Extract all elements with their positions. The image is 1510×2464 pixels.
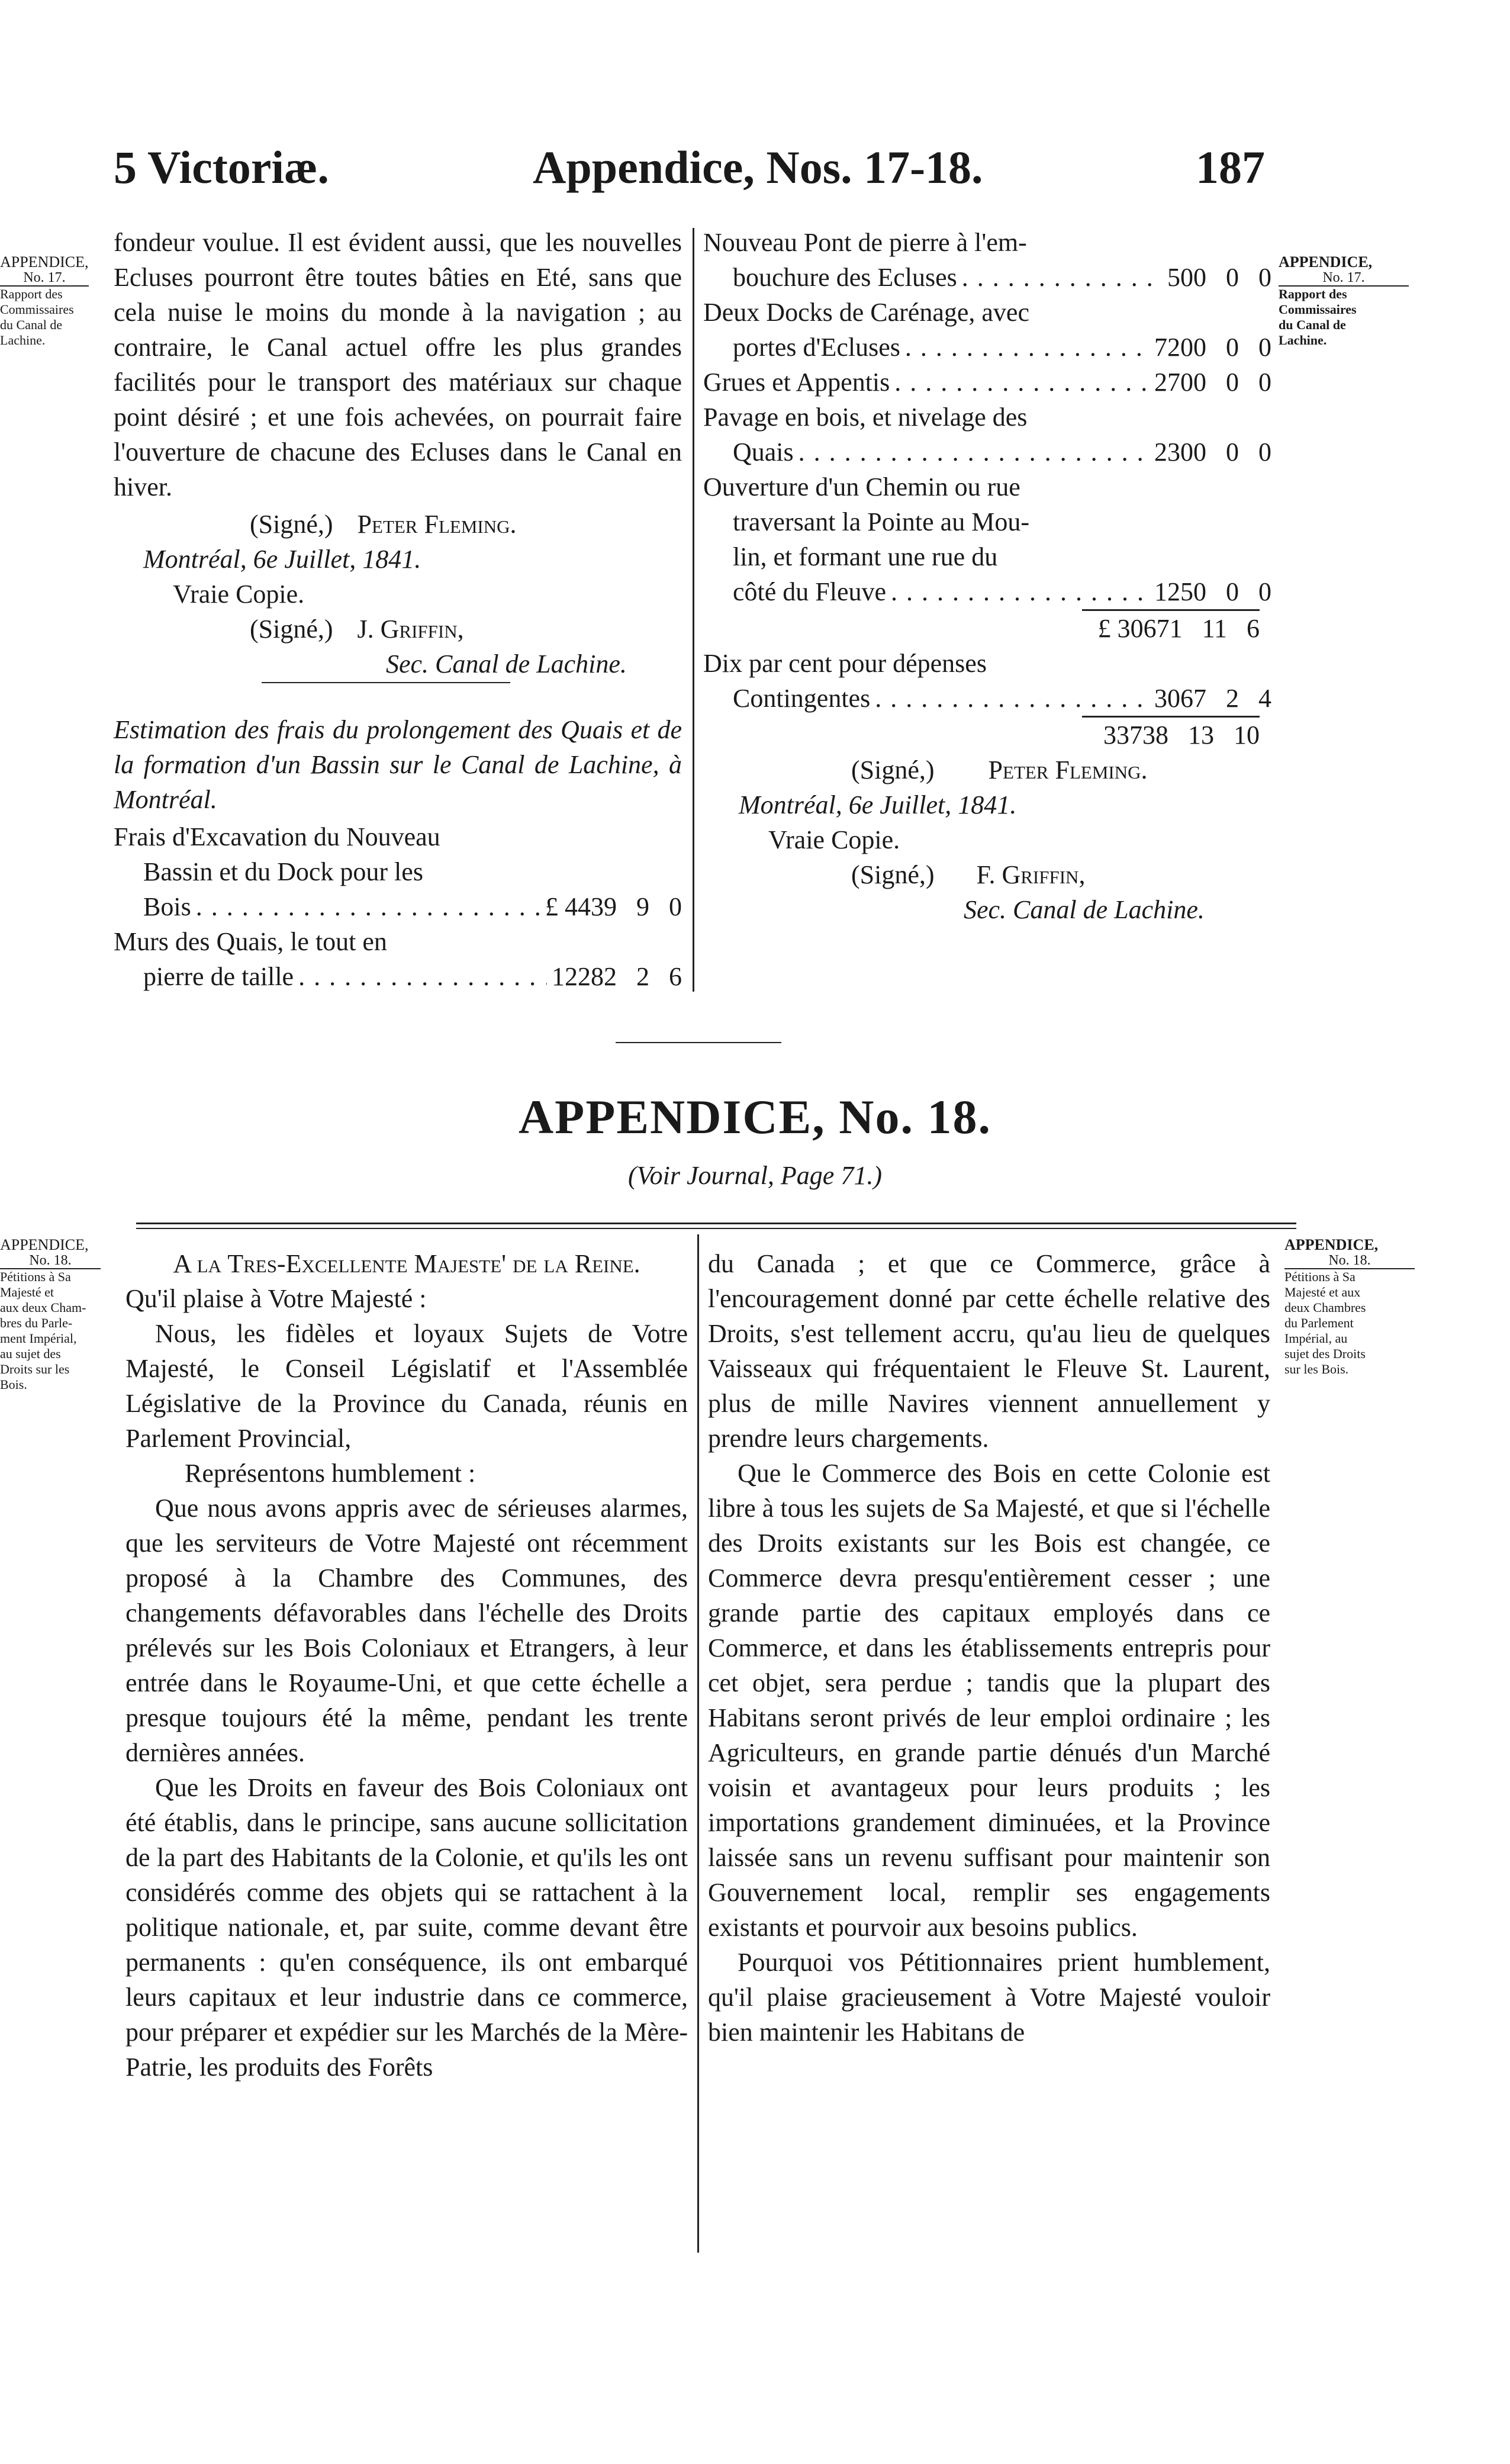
amount [1154,435,1271,469]
signer-title: Sec. Canal de Lachine. [386,649,627,678]
currency: £ [1097,614,1111,643]
petition-address: A la Tres-Excellente Majeste' de la Reine. [173,1249,640,1278]
margin-note-top-left [0,255,89,348]
margin-line: Rapport des [0,287,63,301]
shillings: 9 [636,892,649,921]
true-copy: Vraie Copie. [173,580,305,609]
column-divider-bottom [697,1234,699,2253]
pounds: 2300 [1154,438,1206,467]
margin-line: du Parlement [1284,1315,1354,1330]
margin-line: du Canal de [0,317,63,332]
margin-line: APPENDICE, [0,253,89,271]
petition-paragraph: Que les Droits en faveur des Bois Coloniaux ont été établis, dans le principe, sans aucune sollicitation de la part des Habitants de la Colonie, et qu'ils les ont considérés comme des objets qui se rattachent à la politique nationale, et, par suite, comme devant être permanents : qu'en conséquence, ils ont embarqué leurs capitaux et leur industrie dans ce commerce, pour préparer et expédier sur les Marchés de la Mère-Patrie, les produits des Forêts [125,1773,688,2082]
margin-line: Majesté et [0,1285,54,1299]
represent-line: Représentons humblement : [185,1459,476,1488]
place-date: Montréal, 6e Juillet, 1841. [143,545,421,574]
shillings: 13 [1188,720,1214,750]
estimate-title: Estimation des frais du prolongement des Quais et de la formation d'un Bassin sur le Canal de Lachine, à Montréal. [114,715,682,814]
margin-line: sujet des Droits [1284,1346,1366,1361]
signer-name: F. Griffin, [976,860,1086,889]
margin-line: Lachine. [0,333,46,348]
petition-paragraph: Nous, les fidèles et loyaux Sujets de Votre Majesté, le Conseil Législatif et l'Assemblée Législative de la Province du Canada, réunis en Parlement Provincial, [125,1319,688,1453]
item-line: Deux Docks de Carénage, avec [703,298,1029,327]
margin-line: Pétitions à Sa [0,1269,71,1284]
dot-leader [891,574,1150,609]
dot-leader [962,260,1163,295]
shillings: 0 [1226,368,1239,397]
estimate-item [114,819,682,924]
shillings: 2 [1226,684,1239,713]
section-separator [616,1042,781,1043]
shillings: 11 [1202,614,1227,643]
item-line: Bassin et du Dock pour les [143,857,423,886]
item-line: Quais [733,438,794,467]
margin-note-bottom-left [0,1237,101,1392]
item-line: côté du Fleuve [733,577,887,606]
running-header [0,0,1510,201]
item-line: Bois [143,892,191,921]
amount [545,889,682,924]
pence: 4 [1258,684,1271,713]
petition-paragraph: Que le Commerce des Bois en cette Colonie est libre à tous les sujets de Sa Majesté, et que si l'échelle des Droits existants sur les Bois est changée, ce Commerce devra presqu'entièrement cesser ; une grande partie des capitaux employés dans ce Commerce, et dans les établissements entrepris pour cet objet, sera perdue ; tandis que la plupart des Habitans seront privés de leur emploi ordinaire ; les Agriculteurs, en grande partie dénués d'un Marché voisin et avantageux pour leurs produits ; les importations grandement diminuées, et la Province laissée sans un revenu suffisant pour maintenir son Gouvernement local, remplir ses engagements existants et pourvoir aux besoins publics. [708,1459,1270,1942]
margin-line: No. 18. [1284,1253,1415,1269]
app17-left-column [114,225,682,994]
dot-leader [799,435,1150,469]
estimate-item [703,295,1271,365]
item-line: traversant la Pointe au Mou- [733,507,1029,536]
signed-label: (Signé,) [851,755,935,784]
app18-title: APPENDICE, No. 18. [518,1090,992,1144]
amount [1154,574,1271,609]
margin-line: bres du Parle- [0,1315,73,1330]
item-line: Grues et Appentis [703,368,890,397]
shillings: 0 [1226,438,1239,467]
pence: 0 [1258,368,1271,397]
item-line: Dix par cent pour dépenses [703,649,987,678]
header-session: 5 Victoriæ. [114,141,329,193]
margin-line: ment Impérial, [0,1331,77,1346]
margin-line: Droits sur les [0,1362,70,1376]
margin-note-bottom-right [1284,1237,1415,1377]
margin-line: Commissaires [0,302,74,317]
double-rule-top [136,1223,1296,1224]
page-number: 187 [1196,141,1265,193]
item-line: Ouverture d'un Chemin ou rue [703,472,1020,501]
dot-leader [905,330,1150,365]
pence: 0 [1258,438,1271,467]
item-line: Murs des Quais, le tout en [114,927,387,956]
app18-right-column [708,1246,1270,2050]
amount [1154,681,1271,716]
item-line: Frais d'Excavation du Nouveau [114,822,440,851]
signer-title: Sec. Canal de Lachine. [964,895,1205,924]
true-copy: Vraie Copie. [768,825,900,854]
margin-line: Commissaires [1279,302,1357,317]
place-date: Montréal, 6e Juillet, 1841. [739,790,1017,819]
margin-line: Majesté et aux [1284,1285,1361,1299]
pounds: 4439 [565,892,617,921]
petition-paragraph: Pourquoi vos Pétitionnaires prient humblement, qu'il plaise gracieusement à Votre Majesté vouloir bien maintenir les Habitans de [708,1948,1270,2047]
margin-line: No. 17. [0,270,89,287]
margin-line: deux Chambres [1284,1300,1366,1315]
column-divider-top [693,228,694,992]
double-rule-bottom [136,1228,1296,1229]
pounds: 7200 [1154,333,1206,362]
salutation: Qu'il plaise à Votre Majesté : [125,1284,427,1313]
signer-name: J. Griffin, [357,615,464,644]
pounds: 30671 [1117,614,1183,643]
margin-line: APPENDICE, [1279,253,1373,271]
item-line: Nouveau Pont de pierre à l'em- [703,228,1027,257]
estimate-item [703,469,1271,609]
pence: 0 [1258,577,1271,606]
margin-line: APPENDICE, [1284,1236,1379,1253]
subtotal [703,611,1271,646]
margin-line: Bois. [0,1377,27,1392]
amount [1154,330,1271,365]
shillings: 2 [636,962,649,991]
pence: 0 [669,892,682,921]
margin-line: sur les Bois. [1284,1362,1349,1376]
app18-subtitle: (Voir Journal, Page 71.) [628,1161,882,1190]
margin-line: Lachine. [1279,333,1327,348]
grand-total [703,718,1271,752]
margin-line: du Canal de [1279,317,1346,332]
shillings: 0 [1226,577,1239,606]
petition-paragraph: Que nous avons appris avec de sérieuses alarmes, que les serviteurs de Votre Majesté ont récemment proposé à la Chambre des Communes, des changements défavorables dans l'échelle des Droits prélevés sur les Bois Coloniaux et Etrangers, à leur entrée dans le Royaume-Uni, et que cette échelle a presque toujours été la même, pendant les trente dernières années. [125,1494,688,1767]
pence: 0 [1258,263,1271,292]
item-line: Contingentes [733,684,871,713]
estimate-item [703,400,1271,469]
margin-line: aux deux Cham- [0,1300,86,1315]
amount [1167,260,1271,295]
margin-note-top-right [1279,255,1409,348]
shillings: 0 [1226,333,1239,362]
dot-leader [298,959,547,994]
amount [552,959,682,994]
pence: 0 [1258,333,1271,362]
estimate-item [703,365,1271,400]
pounds: 500 [1167,263,1206,292]
pounds: 12282 [552,962,617,991]
contingency-item [703,646,1271,716]
app17-paragraph: fondeur voulue. Il est évident aussi, que les nouvelles Ecluses pourront être toutes bâties en Eté, sans que cela nuise le moins du monde à la navigation ; au contraire, le Canal actuel offre les plus grandes facilités pour le transport des matériaux sur chaque point désiré ; et une fois achevées, on pourrait faire l'ouverture de chacune des Ecluses dans le Canal en hiver. [114,228,682,501]
signed-label: (Signé,) [250,615,333,644]
shillings: 0 [1226,263,1239,292]
signed-label: (Signé,) [250,510,333,539]
margin-line: APPENDICE, [0,1236,89,1253]
pence: 10 [1234,720,1260,750]
currency: £ [545,892,558,921]
margin-line: au sujet des [0,1346,61,1361]
signer-name: Peter Fleming. [357,510,517,539]
margin-line: No. 17. [1279,270,1409,287]
pence: 6 [1247,614,1260,643]
signer-name: Peter Fleming. [988,755,1148,784]
margin-line: Rapport des [1279,287,1347,301]
petition-paragraph: du Canada ; et que ce Commerce, grâce à l'encouragement donné par cette échelle relative des Droits, s'est tellement accru, qu'au lieu de quelques Vaisseaux qui fréquentaient le Fleuve St. Laurent, plus de mille Navires viennent annuellement y prendre leurs chargements. [708,1249,1270,1453]
item-line: lin, et formant une rue du [733,542,998,571]
margin-line: Pétitions à Sa [1284,1269,1356,1284]
margin-line: No. 18. [0,1253,101,1269]
app17-right-column [703,225,1271,927]
item-line: bouchure des Ecluses [733,263,957,292]
pounds: 3067 [1154,684,1206,713]
item-line: Pavage en bois, et nivelage des [703,403,1028,432]
dot-leader [894,365,1150,400]
dot-leader [196,889,540,924]
pounds: 1250 [1154,577,1206,606]
header-title: Appendice, Nos. 17-18. [533,141,983,193]
pounds: 2700 [1154,368,1206,397]
item-line: portes d'Ecluses [733,333,900,362]
estimate-item [114,924,682,994]
section-rule [262,682,510,683]
pounds: 33738 [1103,720,1168,750]
margin-line: Impérial, au [1284,1331,1348,1346]
signed-label: (Signé,) [851,860,935,889]
item-line: pierre de taille [143,962,294,991]
estimate-item [703,225,1271,295]
app18-left-column [125,1246,688,2085]
amount [1154,365,1271,400]
pence: 6 [669,962,682,991]
dot-leader [875,681,1150,716]
